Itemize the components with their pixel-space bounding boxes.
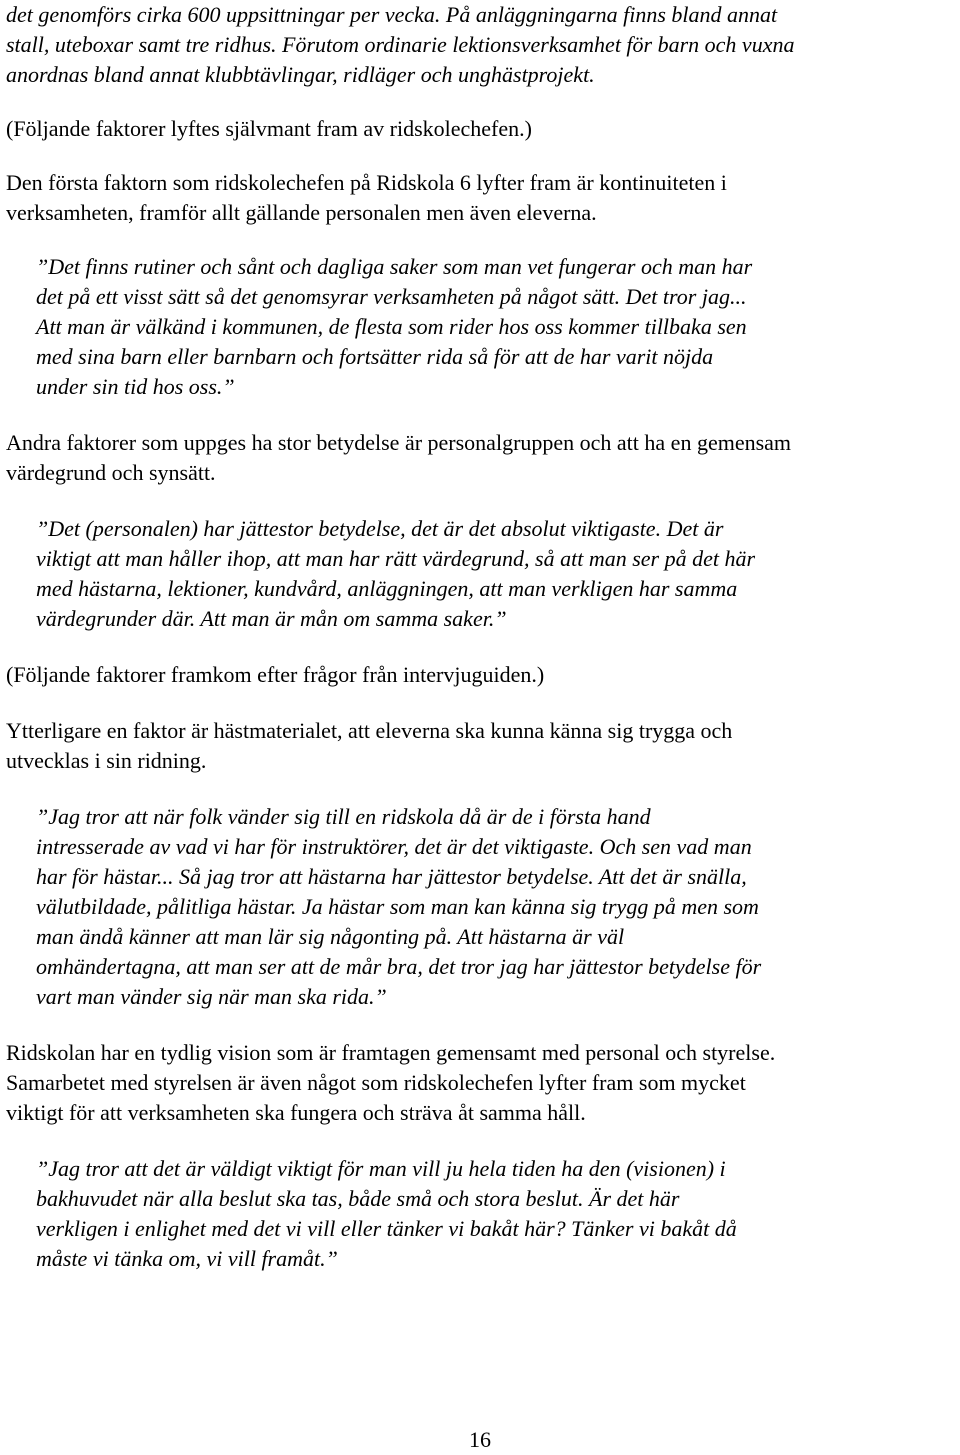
text-line: det genomförs cirka 600 uppsittningar per vecka. På anläggningarna finns bland annat [6,2,778,27]
intro-paragraph [6,0,946,90]
note-paragraph [6,114,946,144]
text-line: med sina barn eller barnbarn och fortsätter rida så för att de har varit nöjda [36,344,714,369]
text-line: viktigt att man håller ihop, att man har rätt värdegrund, så att man ser på det här [36,546,756,571]
note-paragraph [6,660,946,690]
text-line: anordnas bland annat klubbtävlingar, ridläger och unghästprojekt. [6,62,595,87]
text-line: verkligen i enlighet med det vi vill eller tänker vi bakåt här? Tänker vi bakåt då [36,1216,737,1241]
text-line: bakhuvudet när alla beslut ska tas, både små och stora beslut. Är det här [36,1186,680,1211]
text-line: intresserade av vad vi har för instruktörer, det är det viktigaste. Och sen vad man [36,834,752,859]
interview-quote [36,252,946,402]
text-line: (Följande faktorer framkom efter frågor från intervjuguiden.) [6,662,545,687]
text-line: Samarbetet med styrelsen är även något som ridskolechefen lyfter fram som mycket [6,1070,746,1095]
interview-quote [36,514,946,634]
text-line: (Följande faktorer lyftes självmant fram av ridskolechefen.) [6,116,532,141]
text-line: Ridskolan har en tydlig vision som är framtagen gemensamt med personal och styrelse. [6,1040,776,1065]
text-line: värdegrund och synsätt. [6,460,216,485]
page-number: 16 [469,1427,491,1452]
body-paragraph [6,168,946,228]
text-line: Att man är välkänd i kommunen, de flesta som rider hos oss kommer tillbaka sen [36,314,747,339]
text-line: värdegrunder där. Att man är mån om samma saker.” [36,606,507,631]
text-line: man ändå känner att man lär sig någonting på. Att hästarna är väl [36,924,625,949]
text-line: ”Jag tror att när folk vänder sig till en ridskola då är de i första hand [36,804,651,829]
interview-quote [36,802,946,1012]
text-line: Den första faktorn som ridskolechefen på Ridskola 6 lyfter fram är kontinuiteten i [6,170,727,195]
text-line: under sin tid hos oss.” [36,374,235,399]
text-line: Ytterligare en faktor är hästmaterialet, att eleverna ska kunna känna sig trygga och [6,718,733,743]
text-line: stall, uteboxar samt tre ridhus. Förutom ordinarie lektionsverksamhet för barn och vuxna [6,32,795,57]
body-paragraph [6,1038,946,1128]
text-line: har för hästar... Så jag tror att hästarna har jättestor betydelse. Att det är snälla, [36,864,747,889]
text-line: det på ett visst sätt så det genomsyrar verksamheten på något sätt. Det tror jag... [36,284,747,309]
text-line: välutbildade, pålitliga hästar. Ja hästar som man kan känna sig trygg på men som [36,894,759,919]
body-paragraph [6,716,946,776]
text-line: ”Det finns rutiner och sånt och dagliga saker som man vet fungerar och man har [36,254,753,279]
text-line: vart man vänder sig när man ska rida.” [36,984,387,1009]
text-line: verksamheten, framför allt gällande personalen men även eleverna. [6,200,597,225]
text-line: med hästarna, lektioner, kundvård, anläggningen, att man verkligen har samma [36,576,738,601]
text-line: ”Jag tror att det är väldigt viktigt för man vill ju hela tiden ha den (visionen) i [36,1156,726,1181]
text-line: utvecklas i sin ridning. [6,748,207,773]
interview-quote [36,1154,946,1274]
document-page [6,0,946,1274]
text-line: Andra faktorer som uppges ha stor betydelse är personalgruppen och att ha en gemensam [6,430,792,455]
body-paragraph [6,428,946,488]
text-line: omhändertagna, att man ser att de mår bra, det tror jag har jättestor betydelse för [36,954,762,979]
text-line: viktigt för att verksamheten ska fungera och sträva åt samma håll. [6,1100,586,1125]
text-line: måste vi tänka om, vi vill framåt.” [36,1246,338,1271]
text-line: ”Det (personalen) har jättestor betydelse, det är det absolut viktigaste. Det är [36,516,724,541]
